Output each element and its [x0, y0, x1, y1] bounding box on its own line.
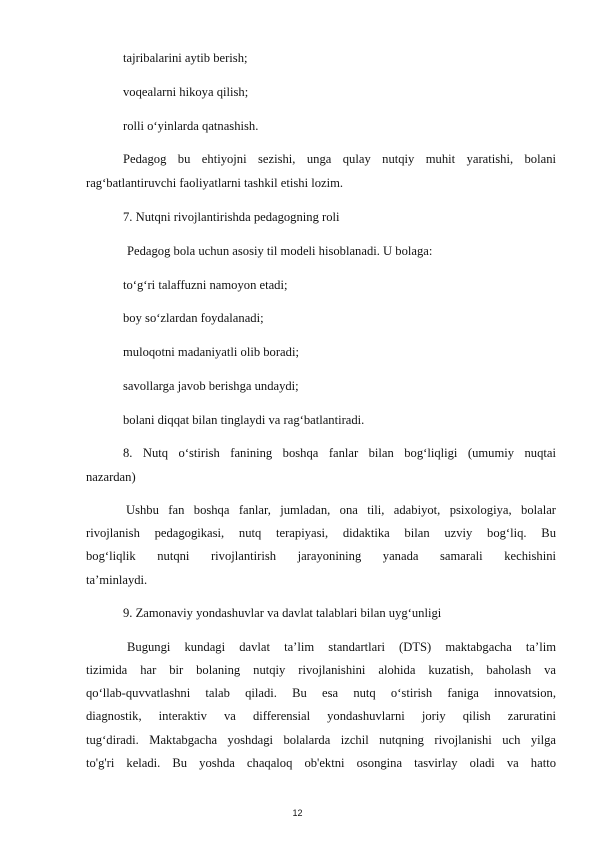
text-line-8: to‘g‘ri talaffuzni namoyon etadi;	[123, 278, 288, 292]
text-line-3: rolli o‘yinlarda qatnashish.	[123, 119, 259, 133]
paragraph-9-line-4: diagnostik, interaktiv va differensial yondashuvlarni joriy qilish zaruratini	[86, 709, 556, 723]
section-heading-9: 9. Zamonaviy yondashuvlar va davlat talablari bilan uyg‘unligi	[123, 606, 442, 620]
section-heading-8-line-2: nazardan)	[86, 470, 136, 484]
text-line-11: savollarga javob berishga undaydi;	[123, 379, 299, 393]
paragraph-8-line-4: ta’minlaydi.	[86, 573, 148, 587]
paragraph-line-4: Pedagog bu ehtiyojni sezishi, unga qulay nutqiy muhit yaratishi, bolani	[123, 152, 556, 166]
paragraph-9-line-6: to'g'ri keladi. Bu yoshda chaqaloq ob'ektni osongina tasvirlay oladi va hatto	[86, 756, 556, 770]
text-line-12: bolani diqqat bilan tinglaydi va rag‘batlantiradi.	[123, 413, 365, 427]
paragraph-8-line-2: rivojlanish pedagogikasi, nutq terapiyasi, didaktika bilan uzviy bog‘liq. Bu	[86, 526, 556, 540]
paragraph-line-5: rag‘batlantiruvchi faoliyatlarni tashkil etishi lozim.	[86, 176, 344, 190]
paragraph-9-line-5: tug‘diradi. Maktabgacha yoshdagi bolalarda izchil nutqning rivojlanishi uch yilga	[86, 733, 556, 747]
paragraph-8-line-3: bog‘liqlik nutqni rivojlantirish jarayonining yanada samarali kechishini	[86, 549, 556, 563]
text-line-9: boy so‘zlardan foydalanadi;	[123, 311, 264, 325]
text-line-7: Pedagog bola uchun asosiy til modeli hisoblanadi. U bolaga:	[127, 244, 433, 258]
section-heading-8-line-1: 8. Nutq o‘stirish fanining boshqa fanlar bilan bog‘liqligi (umumiy nuqtai	[123, 446, 556, 460]
text-line-1: tajribalarini aytib berish;	[123, 51, 248, 65]
paragraph-9-line-1: Bugungi kundagi davlat ta’lim standartlari (DTS) maktabgacha ta’lim	[127, 640, 556, 654]
page-number: 12	[292, 808, 303, 818]
paragraph-9-line-2: tizimida har bir bolaning nutqiy rivojlanishini alohida kuzatish, baholash va	[86, 663, 556, 677]
paragraph-8-line-1: Ushbu fan boshqa fanlar, jumladan, ona tili, adabiyot, psixologiya, bolalar	[126, 503, 556, 517]
text-line-2: voqealarni hikoya qilish;	[123, 85, 249, 99]
text-line-10: muloqotni madaniyatli olib boradi;	[123, 345, 299, 359]
section-heading-7: 7. Nutqni rivojlantirishda pedagogning roli	[123, 210, 340, 224]
paragraph-9-line-3: qo‘llab-quvvatlashni talab qiladi. Bu esa nutq o‘stirish faniga innovatsion,	[86, 686, 556, 700]
